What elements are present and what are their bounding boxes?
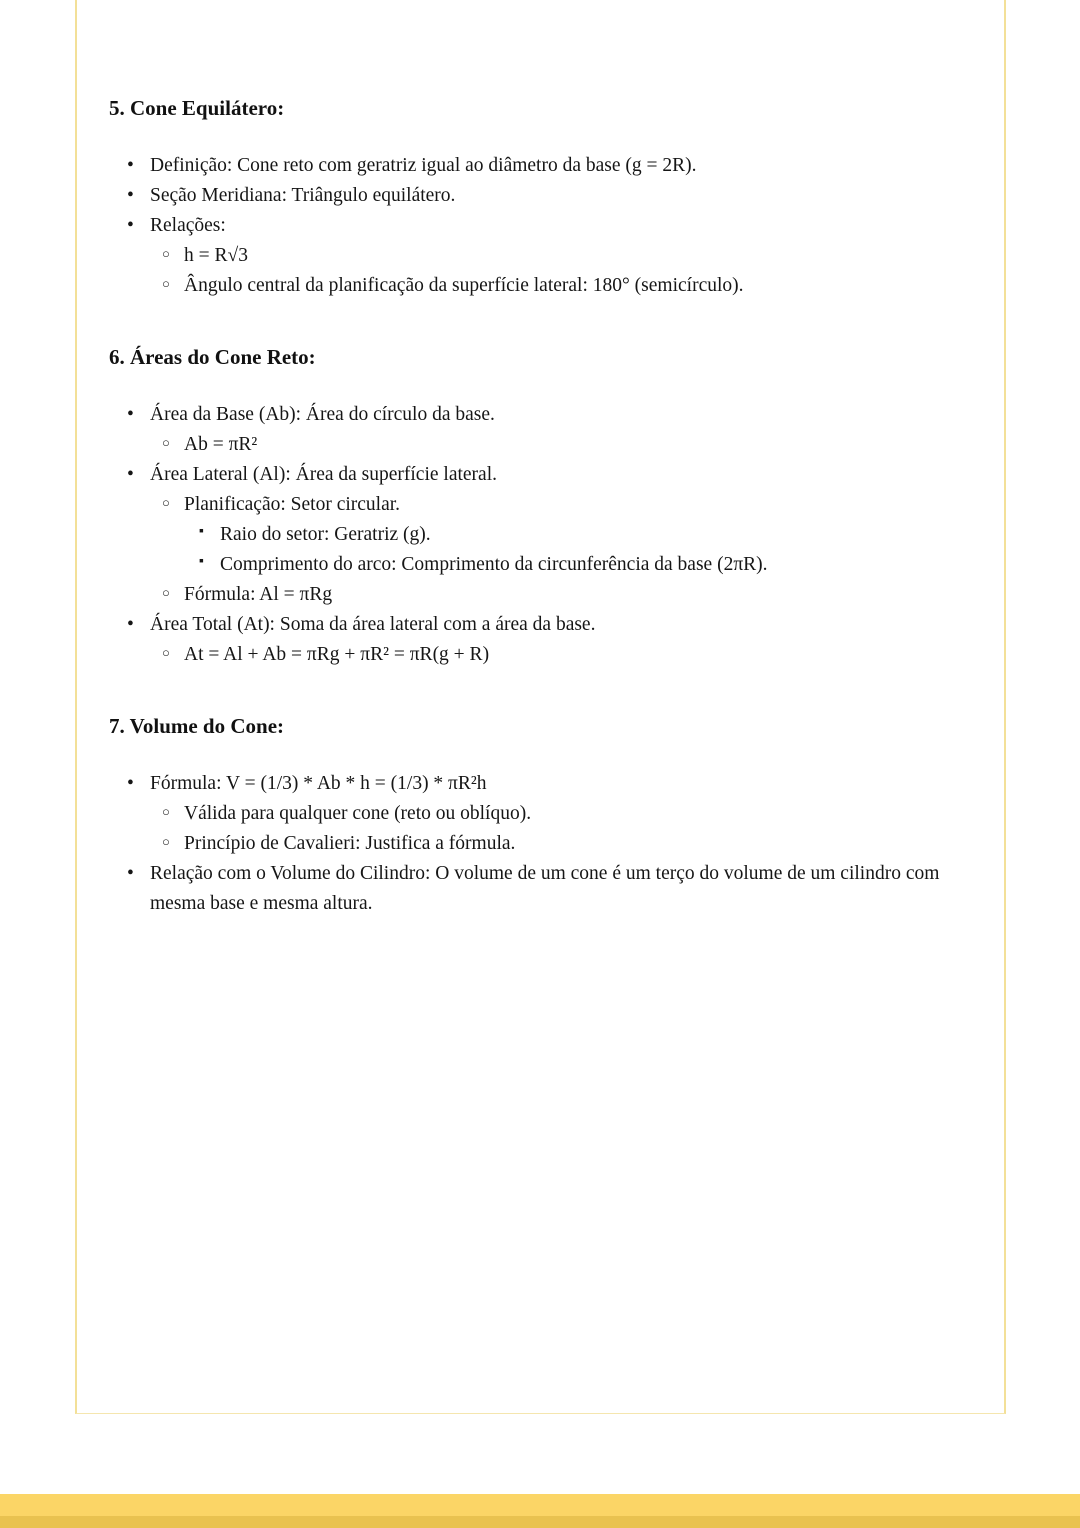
list-item-text: Princípio de Cavalieri: Justifica a fórmula.: [184, 833, 516, 855]
list-item-text: Relações:: [150, 215, 226, 237]
list-item: [109, 151, 956, 181]
list-item: [150, 241, 956, 271]
list-item-text: At = Al + Ab = πRg + πR² = πR(g + R): [184, 644, 490, 666]
list-item-text: Raio do setor: Geratriz (g).: [220, 524, 431, 546]
bullet-list-level-1: [109, 151, 956, 301]
document-content: [77, 0, 1004, 919]
list-item: [109, 859, 956, 919]
document-section: [109, 714, 956, 919]
bullet-list-level-2: [150, 640, 956, 670]
list-item: [150, 829, 956, 859]
footer-accent-band: [0, 1494, 1080, 1516]
list-item: [150, 580, 956, 610]
list-item-text: Fórmula: V = (1/3) * Ab * h = (1/3) * πR²h: [150, 773, 487, 795]
list-item: [184, 520, 956, 550]
list-item-text: Comprimento do arco: Comprimento da circunferência da base (2πR).: [220, 554, 768, 576]
bullet-list-level-1: [109, 769, 956, 919]
list-item-text: Válida para qualquer cone (reto ou oblíquo).: [184, 803, 532, 825]
bullet-list-level-3: [184, 520, 956, 580]
bullet-list-level-2: [150, 241, 956, 301]
list-item: [184, 550, 956, 580]
list-item-text: h = R√3: [184, 245, 248, 267]
list-item-text: Definição: Cone reto com geratriz igual ao diâmetro da base (g = 2R).: [150, 155, 697, 176]
list-item: [150, 799, 956, 829]
document-section: [109, 345, 956, 670]
list-item: [109, 460, 956, 610]
list-item: [109, 400, 956, 460]
footer-accent-strip: [0, 1516, 1080, 1528]
list-item: [150, 271, 956, 301]
list-item-text: Relação com o Volume do Cilindro: O volume de um cone é um terço do volume de um cilindro com mesma base e mesma altura.: [150, 863, 940, 915]
bullet-list-level-2: [150, 490, 956, 610]
list-item-text: Área da Base (Ab): Área do círculo da base.: [150, 404, 495, 426]
bullet-list-level-2: [150, 430, 956, 460]
list-item: [109, 181, 956, 211]
list-item: [150, 490, 956, 580]
section-heading: 5. Cone Equilátero:: [109, 96, 285, 120]
list-item: [109, 769, 956, 859]
list-item: [109, 610, 956, 670]
list-item: [150, 430, 956, 460]
list-item-text: Seção Meridiana: Triângulo equilátero.: [150, 185, 456, 207]
list-item-text: Ângulo central da planificação da superfície lateral: 180° (semicírculo).: [184, 275, 744, 297]
list-item-text: Fórmula: Al = πRg: [184, 584, 333, 606]
list-item-text: Ab = πR²: [184, 434, 258, 456]
bullet-list-level-2: [150, 799, 956, 859]
list-item-text: Planificação: Setor circular.: [184, 494, 401, 516]
document-section: [109, 96, 956, 301]
document-page: [75, 0, 1006, 1414]
section-heading: 6. Áreas do Cone Reto:: [109, 345, 316, 370]
list-item: [109, 211, 956, 301]
list-item-text: Área Total (At): Soma da área lateral com a área da base.: [150, 614, 596, 636]
section-heading: 7. Volume do Cone:: [109, 714, 285, 739]
list-item: [150, 640, 956, 670]
list-item-text: Área Lateral (Al): Área da superfície lateral.: [150, 464, 498, 486]
bullet-list-level-1: [109, 400, 956, 670]
